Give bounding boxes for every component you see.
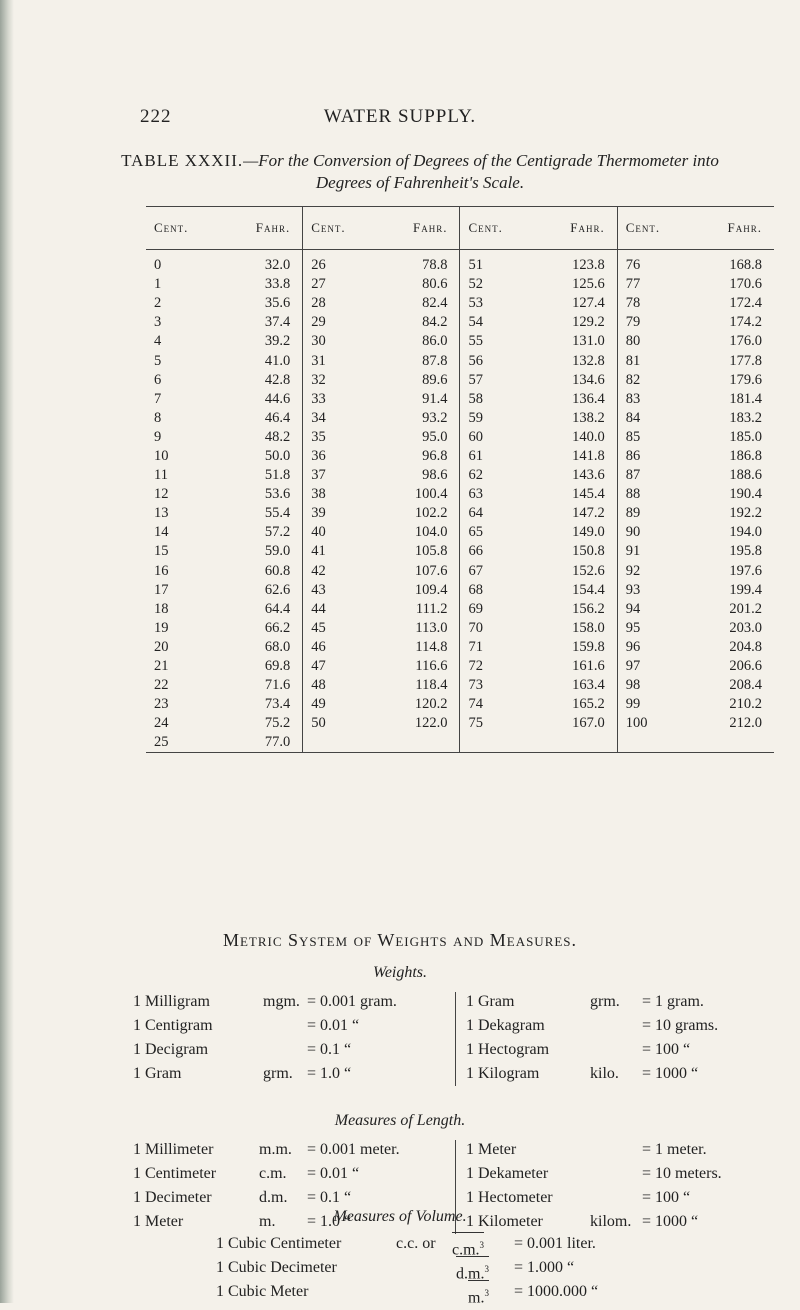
cent-cell: 13: [154, 505, 169, 522]
cent-cell: 54: [460, 313, 515, 332]
cent-cell: 70: [460, 619, 515, 638]
cent-cell: 19: [154, 619, 169, 636]
cent-cell: 8: [154, 409, 162, 426]
fahr-cell: 138.2: [572, 409, 605, 426]
cent-cell: 6: [154, 371, 162, 388]
length-subtitle: Measures of Length.: [334, 1112, 466, 1129]
cent-cell: 12: [154, 486, 169, 503]
cent-cell: 37: [303, 466, 358, 485]
fahr-cell: 125.6: [572, 276, 605, 293]
fahr-cell: 93.2: [422, 409, 448, 426]
fahr-cell: 149.0: [572, 524, 605, 541]
cent-cell: 41: [303, 542, 358, 561]
cent-cell: 99: [617, 695, 672, 714]
cent-cell: 27: [303, 275, 358, 294]
table-row: [146, 657, 774, 676]
cent-cell: 31: [303, 351, 358, 370]
cent-cell: 81: [617, 351, 672, 370]
volume-subtitle: Measures of Volume.: [333, 1208, 467, 1225]
cent-cell: 23: [154, 696, 169, 713]
cent-cell: 77: [617, 275, 672, 294]
cent-cell: 24: [154, 715, 169, 732]
cent-cell: 3: [154, 314, 162, 331]
cent-cell: 84: [617, 409, 672, 428]
fahr-cell: 194.0: [729, 524, 762, 541]
cent-cell: 5: [154, 352, 162, 369]
fahr-cell: 177.8: [729, 352, 762, 369]
fahr-cell: 116.6: [415, 658, 448, 675]
table-number: TABLE XXXII.: [121, 151, 244, 170]
cent-cell: 21: [154, 658, 169, 675]
list-item: 1 Hectometer = 100 “: [466, 1189, 691, 1206]
weights-left-list: [133, 990, 453, 1086]
fahr-cell: 73.4: [264, 696, 291, 713]
table-row: [146, 466, 774, 485]
cent-cell: 26: [303, 250, 358, 276]
col-header-cent: Cent.: [146, 207, 200, 250]
fahr-cell: 113.0: [415, 619, 448, 636]
cent-cell: 94: [617, 600, 672, 619]
table-caption-line1: —For the Conversion of Degrees of the Centigrade Thermometer into: [243, 151, 719, 170]
fahr-cell: 197.6: [729, 562, 762, 579]
cent-cell: 90: [617, 523, 672, 542]
cent-cell: 55: [460, 332, 515, 351]
list-item: 1 Kilometer kilom. = 1000 “: [466, 1213, 699, 1230]
list-item: 1 Cubic Decimeter d.m.$^3$ = 1.000 “: [216, 1256, 736, 1280]
table-row: [146, 714, 774, 733]
fahr-cell: 46.4: [264, 409, 291, 426]
fahr-cell: 53.6: [264, 486, 291, 503]
fahr-cell: 206.6: [729, 658, 762, 675]
cent-cell: 32: [303, 371, 358, 390]
cent-cell: 68: [460, 581, 515, 600]
fahr-cell: 55.4: [264, 505, 291, 522]
cent-cell: 95: [617, 619, 672, 638]
fahr-cell: 120.2: [414, 696, 448, 713]
table-header-row: [146, 207, 774, 250]
page-header: [0, 106, 800, 136]
fahr-cell: 204.8: [729, 638, 762, 655]
list-item: 1 Gram grm. = 1 gram.: [466, 993, 704, 1010]
fahr-cell: 60.8: [264, 562, 291, 579]
cent-cell: 18: [154, 600, 169, 617]
cent-cell: 47: [303, 657, 358, 676]
fahr-cell: 140.0: [572, 428, 605, 445]
fahr-cell: 89.6: [422, 371, 448, 388]
fahr-cell: 186.8: [729, 447, 762, 464]
conversion-table: [146, 206, 774, 753]
cent-cell: 7: [154, 390, 162, 407]
cent-cell: 57: [460, 371, 515, 390]
table-caption-line2: Degrees of Fahrenheit's Scale.: [315, 173, 525, 192]
cent-cell: 67: [460, 562, 515, 581]
col-header-fahr: Fahr.: [358, 207, 460, 250]
list-item: 1 Milligram mgm. = 0.001 gram.: [133, 993, 397, 1010]
fahr-cell: 80.6: [422, 276, 448, 293]
table-row: [146, 733, 774, 753]
fahr-cell: 33.8: [264, 276, 291, 293]
volume-list: [216, 1232, 736, 1307]
cent-cell: 2: [154, 295, 162, 312]
table-row: [146, 447, 774, 466]
cent-cell: 52: [460, 275, 515, 294]
list-item: 1 Cubic Meter m.$^3$ = 1000.000 “: [216, 1280, 736, 1304]
cent-cell: 82: [617, 371, 672, 390]
table-row: [146, 294, 774, 313]
fahr-cell: 141.8: [572, 447, 605, 464]
list-item: 1 Meter m. = 1.0 “: [133, 1213, 352, 1230]
fahr-cell: 210.2: [729, 696, 762, 713]
running-title: WATER SUPPLY.: [323, 106, 477, 127]
fahr-cell: 51.8: [264, 467, 291, 484]
list-item: 1 Centimeter c.m. = 0.01 “: [133, 1165, 360, 1182]
page-number: 222: [140, 106, 172, 127]
fahr-cell: 77.0: [200, 733, 302, 753]
fahr-cell: 118.4: [415, 677, 448, 694]
cent-cell: 50: [303, 714, 358, 733]
cent-cell: 86: [617, 447, 672, 466]
fahr-cell: 102.2: [414, 505, 448, 522]
table-row: [146, 485, 774, 504]
fahr-cell: [515, 733, 617, 753]
cent-cell: 97: [617, 657, 672, 676]
cent-cell: 51: [460, 250, 515, 276]
fahr-cell: 192.2: [729, 505, 762, 522]
cent-cell: 60: [460, 428, 515, 447]
fahr-cell: 35.6: [264, 295, 291, 312]
table-row: [146, 619, 774, 638]
fahr-cell: 75.2: [264, 715, 291, 732]
fahr-cell: 131.0: [572, 333, 605, 350]
cent-cell: 10: [154, 447, 169, 464]
cent-cell: 76: [617, 250, 672, 276]
list-item: 1 Kilogram kilo. = 1000 “: [466, 1065, 699, 1082]
cent-cell: 4: [154, 333, 162, 350]
fahr-cell: 147.2: [572, 505, 605, 522]
table-row: [146, 409, 774, 428]
cent-cell: 33: [303, 390, 358, 409]
cent-cell: 48: [303, 676, 358, 695]
fahr-cell: 190.4: [729, 486, 762, 503]
cent-cell: 16: [154, 562, 169, 579]
cent-cell: 85: [617, 428, 672, 447]
col-header-cent: Cent.: [303, 207, 358, 250]
fahr-cell: 199.4: [729, 581, 762, 598]
cent-cell: 62: [460, 466, 515, 485]
fahr-cell: [672, 733, 774, 753]
cent-cell: 79: [617, 313, 672, 332]
list-item: 1 Millimeter m.m. = 0.001 meter.: [133, 1141, 400, 1158]
list-item: 1 Hectogram = 100 “: [466, 1041, 691, 1058]
fahr-cell: 86.0: [422, 333, 448, 350]
fahr-cell: 167.0: [572, 715, 605, 732]
table-row: [146, 504, 774, 523]
cent-cell: 1: [154, 276, 162, 293]
weights-subtitle: Weights.: [372, 964, 428, 981]
fahr-cell: 158.0: [572, 619, 605, 636]
table-row: [146, 371, 774, 390]
cent-cell: 92: [617, 562, 672, 581]
cent-cell: 100: [617, 714, 672, 733]
fahr-cell: 188.6: [729, 467, 762, 484]
fahr-cell: 91.4: [422, 390, 448, 407]
fahr-cell: 134.6: [572, 371, 605, 388]
fahr-cell: 159.8: [572, 638, 605, 655]
col-header-fahr: Fahr.: [200, 207, 302, 250]
fahr-cell: 179.6: [729, 371, 762, 388]
cent-cell: 91: [617, 542, 672, 561]
fahr-cell: 122.0: [414, 715, 448, 732]
cent-cell: 88: [617, 485, 672, 504]
fahr-cell: 37.4: [264, 314, 291, 331]
cent-cell: 30: [303, 332, 358, 351]
table-row: [146, 428, 774, 447]
table-row: [146, 638, 774, 657]
col-header-cent: Cent.: [617, 207, 672, 250]
cent-cell: 34: [303, 409, 358, 428]
fahr-cell: 96.8: [422, 447, 448, 464]
fahr-cell: 87.8: [422, 352, 448, 369]
cent-cell: [460, 733, 515, 753]
cent-cell: 49: [303, 695, 358, 714]
cent-cell: 89: [617, 504, 672, 523]
cent-cell: 36: [303, 447, 358, 466]
cent-cell: 9: [154, 428, 162, 445]
cent-cell: 83: [617, 390, 672, 409]
table-row: [146, 676, 774, 695]
fahr-cell: 57.2: [264, 524, 291, 541]
table-row: [146, 600, 774, 619]
list-item: 1 Dekagram = 10 grams.: [466, 1017, 719, 1034]
cent-cell: 61: [460, 447, 515, 466]
cent-cell: 63: [460, 485, 515, 504]
fahr-cell: 127.4: [572, 295, 605, 312]
fahr-cell: 68.0: [264, 638, 291, 655]
table-row: [146, 581, 774, 600]
fahr-cell: 84.2: [422, 314, 448, 331]
fahr-cell: 64.4: [264, 600, 291, 617]
list-item: 1 Cubic Centimeter c.c. or c.m.$^3$ = 0.001 liter.: [216, 1232, 736, 1256]
cent-cell: 17: [154, 581, 169, 598]
cent-cell: 73: [460, 676, 515, 695]
cent-cell: 28: [303, 294, 358, 313]
fahr-cell: 104.0: [414, 524, 448, 541]
cent-cell: 35: [303, 428, 358, 447]
fahr-cell: 156.2: [572, 600, 605, 617]
list-item: 1 Meter = 1 meter.: [466, 1141, 707, 1158]
cent-cell: 80: [617, 332, 672, 351]
fahr-cell: 176.0: [729, 333, 762, 350]
fahr-cell: 105.8: [414, 543, 448, 560]
list-item: 1 Decimeter d.m. = 0.1 “: [133, 1189, 352, 1206]
table-row: [146, 275, 774, 294]
fahr-cell: 145.4: [572, 486, 605, 503]
fahr-cell: 174.2: [729, 314, 762, 331]
fahr-cell: 82.4: [422, 295, 448, 312]
table-row: [146, 390, 774, 409]
cent-cell: 22: [154, 677, 169, 694]
cent-cell: 65: [460, 523, 515, 542]
metric-section-title: Metric System of Weights and Measures.: [222, 930, 578, 950]
table-row: [146, 695, 774, 714]
table-row: [146, 332, 774, 351]
fahr-cell: 172.4: [729, 295, 762, 312]
cent-cell: 56: [460, 351, 515, 370]
fahr-cell: 185.0: [729, 428, 762, 445]
fahr-cell: 48.2: [264, 428, 291, 445]
col-header-cent: Cent.: [460, 207, 515, 250]
cent-cell: [303, 733, 358, 753]
fahr-cell: 44.6: [264, 390, 291, 407]
table-row: [146, 351, 774, 370]
fahr-cell: 109.4: [414, 581, 448, 598]
fahr-cell: 195.8: [729, 543, 762, 560]
fahr-cell: 208.4: [729, 677, 762, 694]
cent-cell: 71: [460, 638, 515, 657]
cent-cell: 42: [303, 562, 358, 581]
list-item: 1 Centigram = 0.01 “: [133, 1017, 360, 1034]
table-row: [146, 562, 774, 581]
cent-cell: 43: [303, 581, 358, 600]
fahr-cell: 32.0: [264, 257, 291, 274]
cent-cell: 58: [460, 390, 515, 409]
list-item: 1 Gram grm. = 1.0 “: [133, 1065, 352, 1082]
cent-cell: 20: [154, 638, 169, 655]
cent-cell: 72: [460, 657, 515, 676]
fahr-cell: 95.0: [422, 428, 448, 445]
fahr-cell: 98.6: [422, 467, 448, 484]
fahr-cell: 163.4: [572, 677, 605, 694]
col-header-fahr: Fahr.: [672, 207, 774, 250]
cent-cell: 0: [154, 257, 162, 274]
fahr-cell: 59.0: [264, 543, 291, 560]
column-divider: [455, 992, 456, 1086]
cent-cell: 29: [303, 313, 358, 332]
fahr-cell: 150.8: [572, 543, 605, 560]
cent-cell: 75: [460, 714, 515, 733]
cent-cell: [617, 733, 672, 753]
fahr-cell: 39.2: [264, 333, 291, 350]
cent-cell: 69: [460, 600, 515, 619]
cent-cell: 38: [303, 485, 358, 504]
cent-cell: 78: [617, 294, 672, 313]
cent-cell: 74: [460, 695, 515, 714]
fahr-cell: 183.2: [729, 409, 762, 426]
fahr-cell: 41.0: [264, 352, 291, 369]
fahr-cell: 100.4: [414, 486, 448, 503]
table-row: [146, 250, 774, 276]
fahr-cell: 50.0: [264, 447, 291, 464]
fahr-cell: 161.6: [572, 658, 605, 675]
fahr-cell: 123.8: [572, 257, 605, 274]
cent-cell: 59: [460, 409, 515, 428]
fahr-cell: 66.2: [264, 619, 291, 636]
fahr-cell: 129.2: [572, 314, 605, 331]
fahr-cell: 111.2: [415, 600, 448, 617]
fahr-cell: 201.2: [729, 600, 762, 617]
cent-cell: 96: [617, 638, 672, 657]
fahr-cell: 71.6: [264, 677, 291, 694]
table-caption: [100, 150, 740, 194]
cent-cell: 15: [154, 543, 169, 560]
list-item: 1 Decigram = 0.1 “: [133, 1041, 352, 1058]
table-row: [146, 313, 774, 332]
cent-cell: 40: [303, 523, 358, 542]
fahr-cell: 152.6: [572, 562, 605, 579]
fahr-cell: 143.6: [572, 467, 605, 484]
col-header-fahr: Fahr.: [515, 207, 617, 250]
fahr-cell: 114.8: [415, 638, 448, 655]
fahr-cell: 62.6: [264, 581, 291, 598]
cent-cell: 45: [303, 619, 358, 638]
fahr-cell: 107.6: [414, 562, 448, 579]
fahr-cell: 168.8: [729, 257, 762, 274]
fahr-cell: 78.8: [422, 257, 448, 274]
fahr-cell: 132.8: [572, 352, 605, 369]
table-row: [146, 542, 774, 561]
cent-cell: 44: [303, 600, 358, 619]
fahr-cell: 136.4: [572, 390, 605, 407]
cent-cell: 98: [617, 676, 672, 695]
fahr-cell: 212.0: [729, 715, 762, 732]
cent-cell: 53: [460, 294, 515, 313]
fahr-cell: 181.4: [729, 390, 762, 407]
cent-cell: 14: [154, 524, 169, 541]
cent-cell: 64: [460, 504, 515, 523]
fahr-cell: 154.4: [572, 581, 605, 598]
fahr-cell: 69.8: [264, 658, 291, 675]
cent-cell: 39: [303, 504, 358, 523]
fahr-cell: 165.2: [572, 696, 605, 713]
cent-cell: 25: [146, 733, 200, 753]
list-item: 1 Dekameter = 10 meters.: [466, 1165, 722, 1182]
cent-cell: 87: [617, 466, 672, 485]
cent-cell: 93: [617, 581, 672, 600]
cent-cell: 66: [460, 542, 515, 561]
conversion-table-body: [146, 250, 774, 753]
fahr-cell: 203.0: [729, 619, 762, 636]
cent-cell: 46: [303, 638, 358, 657]
fahr-cell: 170.6: [729, 276, 762, 293]
table-row: [146, 523, 774, 542]
fahr-cell: [358, 733, 460, 753]
page-binding-edge: [0, 0, 14, 1303]
fahr-cell: 42.8: [264, 371, 291, 388]
cent-cell: 11: [154, 467, 168, 484]
weights-right-list: [466, 990, 776, 1086]
